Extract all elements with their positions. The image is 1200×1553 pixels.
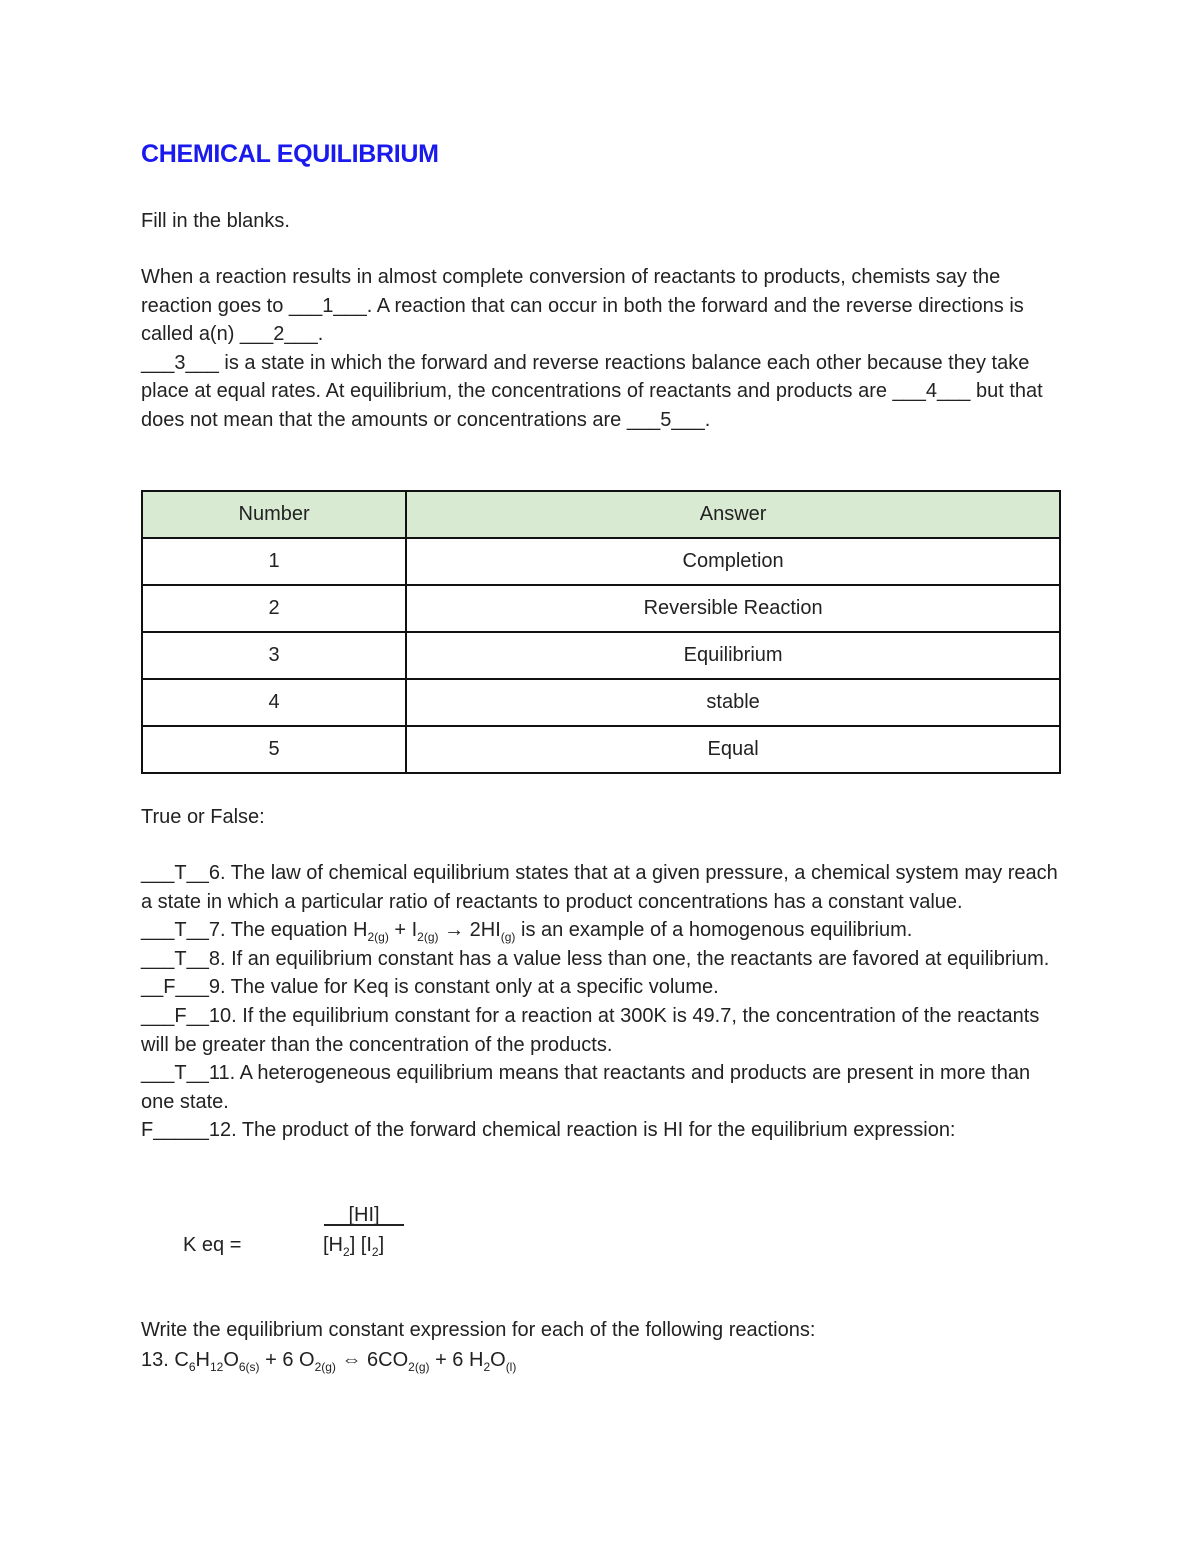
- table-row: [142, 679, 1060, 726]
- question-10: ___F__10. If the equilibrium constant for a reaction at 300K is 49.7, the concentration of the reactants will be greater than the concentration of the products.: [141, 1004, 1040, 1056]
- q7-text: is an example of a homogenous equilibrium.: [515, 919, 913, 942]
- keq-label: K eq =: [183, 1234, 242, 1256]
- cell-answer: Equilibrium: [406, 632, 1060, 679]
- table-row: [142, 726, 1060, 773]
- cell-number: 1: [142, 538, 406, 585]
- table-row: [142, 632, 1060, 679]
- rxn-text: 13. C: [141, 1349, 189, 1371]
- rxn-sub: 2(g): [408, 1360, 430, 1374]
- question-12: F_____12. The product of the forward chemical reaction is HI for the equilibrium expression:: [141, 1119, 956, 1142]
- paragraph-line-2: ___3___ is a state in which the forward and reverse reactions balance each other because they take place at equal rates. At equilibrium, the concentrations of reactants and products are ___4___ but that does not mean that the amounts or concentrations are ___5___.: [141, 351, 1043, 431]
- rxn-sub: 12: [209, 1360, 224, 1374]
- den-text: [H: [323, 1234, 343, 1256]
- equilibrium-arrow: ⇔: [335, 1349, 368, 1371]
- table-row: [142, 538, 1060, 585]
- paragraph-line-1: When a reaction results in almost complete conversion of reactants to products, chemists say the reaction goes to ___1___. A reaction that can occur in both the forward and the reverse directions is called a(n) ___2___.: [141, 266, 1024, 346]
- den-sub: 2: [343, 1245, 350, 1259]
- rxn-sub: 2: [483, 1360, 491, 1374]
- reaction-13: [141, 1345, 516, 1375]
- question-9: __F___9. The value for Keq is constant only at a specific volume.: [141, 976, 719, 999]
- rxn-text: H: [195, 1349, 210, 1371]
- rxn-sub: 6(s): [238, 1360, 260, 1374]
- cell-number: 5: [142, 726, 406, 773]
- cell-number: 3: [142, 632, 406, 679]
- question-8: ___T__8. If an equilibrium constant has a value less than one, the reactants are favored at equilibrium.: [141, 947, 1050, 970]
- rxn-text: + 6 O: [259, 1349, 315, 1371]
- q7-sub: (g): [500, 930, 516, 945]
- question-7: [141, 916, 1061, 945]
- cell-number: 4: [142, 679, 406, 726]
- write-instruction: Write the equilibrium constant expression for each of the following reactions:: [141, 1319, 816, 1341]
- table-header-row: [142, 491, 1060, 538]
- rxn-text: 6CO: [367, 1349, 409, 1371]
- table-row: [142, 585, 1060, 632]
- rxn-text: O: [223, 1349, 239, 1371]
- q7-text: + I: [388, 919, 418, 942]
- rxn-text: + 6 H: [429, 1349, 484, 1371]
- rxn-text: O: [490, 1349, 506, 1371]
- rxn-sub: 6: [188, 1360, 196, 1374]
- fill-blanks-paragraph: [141, 263, 1061, 435]
- question-11: ___T__11. A heterogeneous equilibrium means that reactants and products are present in more than one state.: [141, 1062, 1031, 1113]
- den-sub: 2: [371, 1245, 379, 1259]
- cell-answer: Equal: [406, 726, 1060, 773]
- den-text: ] [I: [349, 1234, 372, 1256]
- q7-text: → 2HI: [438, 919, 501, 942]
- cell-answer: stable: [406, 679, 1060, 726]
- header-number: Number: [142, 491, 406, 538]
- keq-denominator: [323, 1231, 384, 1259]
- page-title: CHEMICAL EQUILIBRIUM: [141, 140, 439, 168]
- cell-number: 2: [142, 585, 406, 632]
- q7-sub: 2(g): [417, 930, 439, 945]
- cell-answer: Completion: [406, 538, 1060, 585]
- true-false-heading: True or False:: [141, 806, 265, 828]
- cell-answer: Reversible Reaction: [406, 585, 1060, 632]
- q7-text: ___T__7. The equation H: [141, 919, 368, 942]
- header-answer: Answer: [406, 491, 1060, 538]
- den-text: ]: [378, 1234, 385, 1256]
- rxn-sub: 2(g): [314, 1360, 336, 1374]
- answer-table: [141, 490, 1061, 774]
- keq-expression: [181, 1201, 481, 1261]
- keq-numerator: [HI]: [348, 1204, 380, 1226]
- fill-blanks-instruction: Fill in the blanks.: [141, 210, 290, 232]
- fraction-bar: [324, 1224, 404, 1226]
- question-6: ___T__6. The law of chemical equilibrium states that at a given pressure, a chemical system may reach a state in which a particular ratio of reactants to product concentrations has a constant value.: [141, 862, 1058, 913]
- rxn-sub: (l): [505, 1360, 517, 1374]
- q7-sub: 2(g): [367, 930, 389, 945]
- true-false-list: [141, 859, 1061, 1145]
